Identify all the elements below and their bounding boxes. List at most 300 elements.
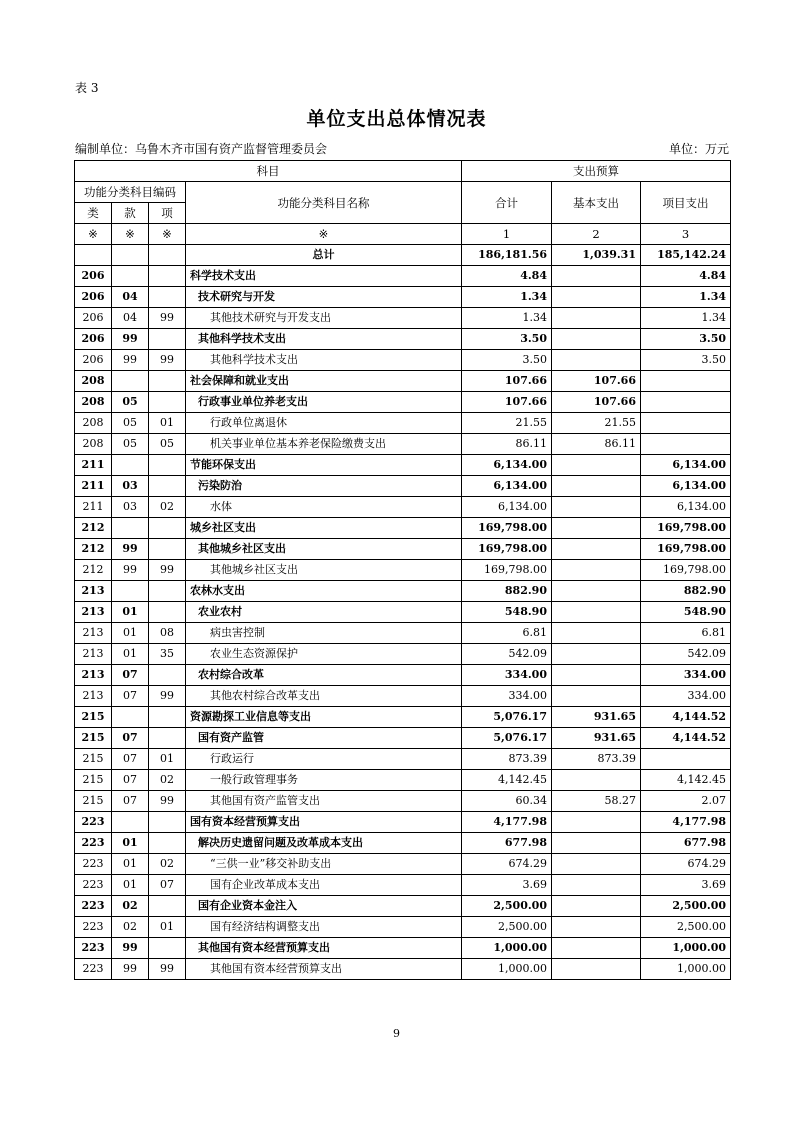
cell-project: 4,142.45: [641, 770, 731, 791]
cell-project: [641, 434, 731, 455]
cell-basic: [552, 917, 641, 938]
table-body: [75, 266, 731, 980]
cell-name: 资源勘探工业信息等支出: [186, 707, 462, 728]
cell-kuan: 01: [112, 875, 149, 896]
cell-total: 1.34: [462, 287, 552, 308]
cell-xiang: 02: [149, 770, 186, 791]
cell-project: 3.50: [641, 329, 731, 350]
cell-total: 3.69: [462, 875, 552, 896]
cell-basic: [552, 812, 641, 833]
cell-kuan: 99: [112, 938, 149, 959]
cell-project: 6.81: [641, 623, 731, 644]
cell-name: 其他农村综合改革支出: [186, 686, 462, 707]
cell-xiang: [149, 455, 186, 476]
cell-basic: [552, 686, 641, 707]
cell-project: 4,144.52: [641, 707, 731, 728]
cell-name: 其他技术研究与开发支出: [186, 308, 462, 329]
cell-lei: 215: [75, 770, 112, 791]
cell-project: 677.98: [641, 833, 731, 854]
cell-name: 其他城乡社区支出: [186, 560, 462, 581]
cell-lei: 206: [75, 266, 112, 287]
cell-project: 169,798.00: [641, 518, 731, 539]
cell-lei: 208: [75, 371, 112, 392]
cell-kuan: 99: [112, 560, 149, 581]
cell-kuan: [112, 707, 149, 728]
cell-xiang: [149, 707, 186, 728]
cell-project: 334.00: [641, 665, 731, 686]
cell-kuan: 07: [112, 728, 149, 749]
table-row: [75, 854, 731, 875]
cell-xiang: 02: [149, 497, 186, 518]
cell-basic: [552, 959, 641, 980]
cell-kuan: [112, 518, 149, 539]
cell-basic: [552, 350, 641, 371]
cell-xiang: [149, 728, 186, 749]
cell-kuan: 07: [112, 770, 149, 791]
cell-total: 169,798.00: [462, 560, 552, 581]
table-row: [75, 518, 731, 539]
cell-basic: 58.27: [552, 791, 641, 812]
cell-kuan: 99: [112, 959, 149, 980]
table-row: [75, 707, 731, 728]
cell-total: 873.39: [462, 749, 552, 770]
cell-xiang: 01: [149, 917, 186, 938]
cell-xiang: 08: [149, 623, 186, 644]
cell-basic: [552, 539, 641, 560]
cell-basic: [552, 665, 641, 686]
cell-lei: 223: [75, 875, 112, 896]
cell-kuan: 07: [112, 749, 149, 770]
header-budget: 支出预算: [462, 161, 731, 182]
cell-name: 国有资本经营预算支出: [186, 812, 462, 833]
cell-xiang: 35: [149, 644, 186, 665]
cell-kuan: [112, 812, 149, 833]
cell-total: 6,134.00: [462, 497, 552, 518]
cell-basic: [552, 602, 641, 623]
cell-xiang: 05: [149, 434, 186, 455]
cell-xiang: [149, 476, 186, 497]
cell-project: 169,798.00: [641, 560, 731, 581]
cell-lei: 213: [75, 602, 112, 623]
cell-name: 农业农村: [186, 602, 462, 623]
cell-name: 其他科学技术支出: [186, 329, 462, 350]
cell-basic: [552, 518, 641, 539]
mark-name: ※: [186, 224, 462, 245]
cell-basic: [552, 560, 641, 581]
cell-total: 3.50: [462, 350, 552, 371]
compiling-unit: 编制单位：乌鲁木齐市国有资产监督管理委员会: [75, 142, 328, 156]
cell-project: 4,144.52: [641, 728, 731, 749]
cell-project: 6,134.00: [641, 455, 731, 476]
cell-basic: 931.65: [552, 728, 641, 749]
cell-lei: 213: [75, 623, 112, 644]
table-row: [75, 644, 731, 665]
cell-basic: [552, 938, 641, 959]
cell-xiang: [149, 833, 186, 854]
table-row: [75, 392, 731, 413]
cell-kuan: [112, 266, 149, 287]
cell-name: 国有资产监管: [186, 728, 462, 749]
cell-basic: [552, 896, 641, 917]
cell-name: 行政事业单位养老支出: [186, 392, 462, 413]
cell-total: 882.90: [462, 581, 552, 602]
cell-xiang: 99: [149, 791, 186, 812]
cell-project: [641, 371, 731, 392]
table-row: [75, 329, 731, 350]
cell-basic: 107.66: [552, 371, 641, 392]
header-total: 合计: [462, 182, 552, 224]
cell-xiang: [149, 518, 186, 539]
cell-kuan: 02: [112, 917, 149, 938]
total-sum: 186,181.56: [462, 245, 552, 266]
cell-lei: 206: [75, 350, 112, 371]
cell-total: 60.34: [462, 791, 552, 812]
cell-xiang: [149, 896, 186, 917]
total-label: 总计: [186, 245, 462, 266]
table-row: [75, 833, 731, 854]
cell-project: 1,000.00: [641, 938, 731, 959]
cell-lei: 223: [75, 854, 112, 875]
cell-total: 5,076.17: [462, 728, 552, 749]
cell-project: [641, 749, 731, 770]
cell-basic: 107.66: [552, 392, 641, 413]
cell-kuan: 01: [112, 833, 149, 854]
table-row: [75, 812, 731, 833]
col-number-2: 2: [552, 224, 641, 245]
cell-kuan: 07: [112, 686, 149, 707]
cell-kuan: 04: [112, 308, 149, 329]
cell-basic: [552, 623, 641, 644]
cell-xiang: [149, 938, 186, 959]
cell-lei: 212: [75, 518, 112, 539]
cell-total: 169,798.00: [462, 518, 552, 539]
table-row: [75, 371, 731, 392]
table-row: [75, 938, 731, 959]
cell-kuan: 02: [112, 896, 149, 917]
cell-name: 社会保障和就业支出: [186, 371, 462, 392]
cell-xiang: [149, 371, 186, 392]
table-row: [75, 266, 731, 287]
table-number-label: 表 3: [75, 81, 99, 95]
page-number: 9: [393, 1027, 400, 1040]
header-kuan: 款: [112, 203, 149, 224]
cell-total: 6,134.00: [462, 455, 552, 476]
col-number-3: 3: [641, 224, 731, 245]
cell-name: 节能环保支出: [186, 455, 462, 476]
cell-lei: 215: [75, 749, 112, 770]
cell-xiang: 07: [149, 875, 186, 896]
cell-kuan: 99: [112, 539, 149, 560]
cell-xiang: 99: [149, 350, 186, 371]
cell-kuan: 01: [112, 602, 149, 623]
cell-total: 21.55: [462, 413, 552, 434]
cell-total: 5,076.17: [462, 707, 552, 728]
cell-xiang: [149, 602, 186, 623]
cell-project: 6,134.00: [641, 476, 731, 497]
cell-name: 行政运行: [186, 749, 462, 770]
cell-total: 1,000.00: [462, 959, 552, 980]
cell-project: 334.00: [641, 686, 731, 707]
cell-name: 病虫害控制: [186, 623, 462, 644]
table-row: [75, 308, 731, 329]
cell-basic: [552, 854, 641, 875]
cell-project: 1.34: [641, 287, 731, 308]
cell-kuan: 01: [112, 854, 149, 875]
cell-xiang: [149, 392, 186, 413]
cell-total: 334.00: [462, 665, 552, 686]
cell-name: 污染防治: [186, 476, 462, 497]
table-row: [75, 728, 731, 749]
cell-xiang: [149, 287, 186, 308]
mark-kuan: ※: [112, 224, 149, 245]
cell-name: 其他城乡社区支出: [186, 539, 462, 560]
cell-basic: [552, 308, 641, 329]
cell-basic: 873.39: [552, 749, 641, 770]
cell-total: 107.66: [462, 371, 552, 392]
cell-lei: 223: [75, 896, 112, 917]
cell-lei: 223: [75, 833, 112, 854]
cell-name: 国有企业资本金注入: [186, 896, 462, 917]
cell-lei: 206: [75, 287, 112, 308]
cell-kuan: 05: [112, 434, 149, 455]
cell-project: [641, 413, 731, 434]
cell-xiang: [149, 329, 186, 350]
cell-name: 技术研究与开发: [186, 287, 462, 308]
table-row: [75, 602, 731, 623]
cell-lei: 213: [75, 686, 112, 707]
cell-xiang: [149, 581, 186, 602]
table-row: [75, 476, 731, 497]
cell-total: 4,142.45: [462, 770, 552, 791]
table-row: [75, 896, 731, 917]
cell-basic: [552, 266, 641, 287]
header-xiang: 项: [149, 203, 186, 224]
cell-total: 4,177.98: [462, 812, 552, 833]
cell-name: 农村综合改革: [186, 665, 462, 686]
cell-kuan: [112, 455, 149, 476]
cell-name: 科学技术支出: [186, 266, 462, 287]
cell-project: 169,798.00: [641, 539, 731, 560]
table-row: [75, 434, 731, 455]
cell-project: 548.90: [641, 602, 731, 623]
cell-project: 2,500.00: [641, 896, 731, 917]
header-code-group: 功能分类科目编码: [75, 182, 186, 203]
table-row: [75, 770, 731, 791]
header-lei: 类: [75, 203, 112, 224]
cell-basic: [552, 455, 641, 476]
cell-project: 1,000.00: [641, 959, 731, 980]
cell-name: 城乡社区支出: [186, 518, 462, 539]
cell-name: 其他国有资本经营预算支出: [186, 938, 462, 959]
cell-total: 6.81: [462, 623, 552, 644]
cell-name: “三供一业”移交补助支出: [186, 854, 462, 875]
cell-basic: [552, 833, 641, 854]
cell-total: 334.00: [462, 686, 552, 707]
cell-lei: 211: [75, 497, 112, 518]
table-row: [75, 560, 731, 581]
table-row: [75, 917, 731, 938]
table-row: [75, 350, 731, 371]
cell-lei: 213: [75, 581, 112, 602]
header-basic: 基本支出: [552, 182, 641, 224]
header-project: 项目支出: [641, 182, 731, 224]
cell-project: 674.29: [641, 854, 731, 875]
cell-lei: 223: [75, 938, 112, 959]
cell-project: 6,134.00: [641, 497, 731, 518]
cell-project: 3.50: [641, 350, 731, 371]
cell-lei: 223: [75, 917, 112, 938]
cell-total: 2,500.00: [462, 917, 552, 938]
cell-lei: 215: [75, 728, 112, 749]
cell-total: 677.98: [462, 833, 552, 854]
cell-kuan: 03: [112, 497, 149, 518]
cell-kuan: 99: [112, 350, 149, 371]
table-row: [75, 791, 731, 812]
table-row: [75, 686, 731, 707]
cell-lei: 213: [75, 665, 112, 686]
cell-name: 国有企业改革成本支出: [186, 875, 462, 896]
cell-lei: 223: [75, 959, 112, 980]
cell-lei: 215: [75, 791, 112, 812]
cell-project: 882.90: [641, 581, 731, 602]
cell-kuan: 07: [112, 791, 149, 812]
cell-name: 国有经济结构调整支出: [186, 917, 462, 938]
cell-xiang: 02: [149, 854, 186, 875]
cell-total: 4.84: [462, 266, 552, 287]
cell-name: 其他国有资本经营预算支出: [186, 959, 462, 980]
table-row: [75, 287, 731, 308]
cell-basic: 86.11: [552, 434, 641, 455]
table-row: [75, 539, 731, 560]
cell-project: [641, 392, 731, 413]
cell-xiang: 01: [149, 749, 186, 770]
cell-basic: [552, 644, 641, 665]
table-row: [75, 497, 731, 518]
table-row: [75, 623, 731, 644]
table-header: [75, 161, 731, 266]
cell-total: 542.09: [462, 644, 552, 665]
table-row: [75, 665, 731, 686]
cell-xiang: 99: [149, 959, 186, 980]
cell-total: 86.11: [462, 434, 552, 455]
cell-xiang: 01: [149, 413, 186, 434]
cell-project: 2.07: [641, 791, 731, 812]
expenditure-table: [74, 160, 731, 980]
cell-lei: 212: [75, 560, 112, 581]
cell-lei: 206: [75, 329, 112, 350]
cell-total: 6,134.00: [462, 476, 552, 497]
cell-name: 机关事业单位基本养老保险缴费支出: [186, 434, 462, 455]
mark-xiang: ※: [149, 224, 186, 245]
cell-basic: [552, 875, 641, 896]
cell-kuan: 05: [112, 392, 149, 413]
table-row: [75, 749, 731, 770]
cell-basic: 21.55: [552, 413, 641, 434]
total-basic: 1,039.31: [552, 245, 641, 266]
cell-total: 548.90: [462, 602, 552, 623]
cell-name: 一般行政管理事务: [186, 770, 462, 791]
cell-lei: 211: [75, 455, 112, 476]
cell-project: 2,500.00: [641, 917, 731, 938]
table-row: [75, 959, 731, 980]
cell-basic: [552, 497, 641, 518]
cell-project: 4.84: [641, 266, 731, 287]
cell-project: 3.69: [641, 875, 731, 896]
cell-name: 其他科学技术支出: [186, 350, 462, 371]
cell-kuan: [112, 581, 149, 602]
cell-kuan: 07: [112, 665, 149, 686]
cell-name: 水体: [186, 497, 462, 518]
cell-kuan: 01: [112, 644, 149, 665]
cell-lei: 208: [75, 434, 112, 455]
cell-basic: [552, 581, 641, 602]
cell-lei: 206: [75, 308, 112, 329]
cell-basic: [552, 476, 641, 497]
cell-project: 4,177.98: [641, 812, 731, 833]
cell-basic: 931.65: [552, 707, 641, 728]
cell-kuan: 03: [112, 476, 149, 497]
cell-xiang: [149, 539, 186, 560]
cell-total: 674.29: [462, 854, 552, 875]
col-number-1: 1: [462, 224, 552, 245]
table-row: [75, 455, 731, 476]
cell-xiang: 99: [149, 560, 186, 581]
cell-lei: 215: [75, 707, 112, 728]
cell-project: 542.09: [641, 644, 731, 665]
table-row: [75, 581, 731, 602]
cell-kuan: 99: [112, 329, 149, 350]
cell-kuan: 04: [112, 287, 149, 308]
cell-basic: [552, 329, 641, 350]
header-subject: 科目: [75, 161, 462, 182]
currency-unit: 单位：万元: [668, 142, 729, 156]
header-name: 功能分类科目名称: [186, 182, 462, 224]
cell-name: 农林水支出: [186, 581, 462, 602]
mark-lei: ※: [75, 224, 112, 245]
cell-lei: 223: [75, 812, 112, 833]
cell-kuan: 01: [112, 623, 149, 644]
cell-lei: 208: [75, 413, 112, 434]
cell-name: 行政单位离退休: [186, 413, 462, 434]
cell-lei: 212: [75, 539, 112, 560]
cell-lei: 208: [75, 392, 112, 413]
cell-lei: 213: [75, 644, 112, 665]
cell-xiang: [149, 266, 186, 287]
cell-total: 107.66: [462, 392, 552, 413]
cell-xiang: 99: [149, 308, 186, 329]
cell-lei: 211: [75, 476, 112, 497]
cell-xiang: [149, 812, 186, 833]
cell-total: 3.50: [462, 329, 552, 350]
cell-total: 2,500.00: [462, 896, 552, 917]
cell-total: 169,798.00: [462, 539, 552, 560]
cell-name: 解决历史遗留问题及改革成本支出: [186, 833, 462, 854]
cell-basic: [552, 770, 641, 791]
table-row: [75, 875, 731, 896]
cell-xiang: 99: [149, 686, 186, 707]
cell-kuan: 05: [112, 413, 149, 434]
cell-name: 农业生态资源保护: [186, 644, 462, 665]
cell-kuan: [112, 371, 149, 392]
cell-total: 1,000.00: [462, 938, 552, 959]
table-row: [75, 413, 731, 434]
cell-xiang: [149, 665, 186, 686]
cell-project: 1.34: [641, 308, 731, 329]
total-row: [75, 245, 731, 266]
cell-total: 1.34: [462, 308, 552, 329]
cell-name: 其他国有资产监管支出: [186, 791, 462, 812]
cell-basic: [552, 287, 641, 308]
